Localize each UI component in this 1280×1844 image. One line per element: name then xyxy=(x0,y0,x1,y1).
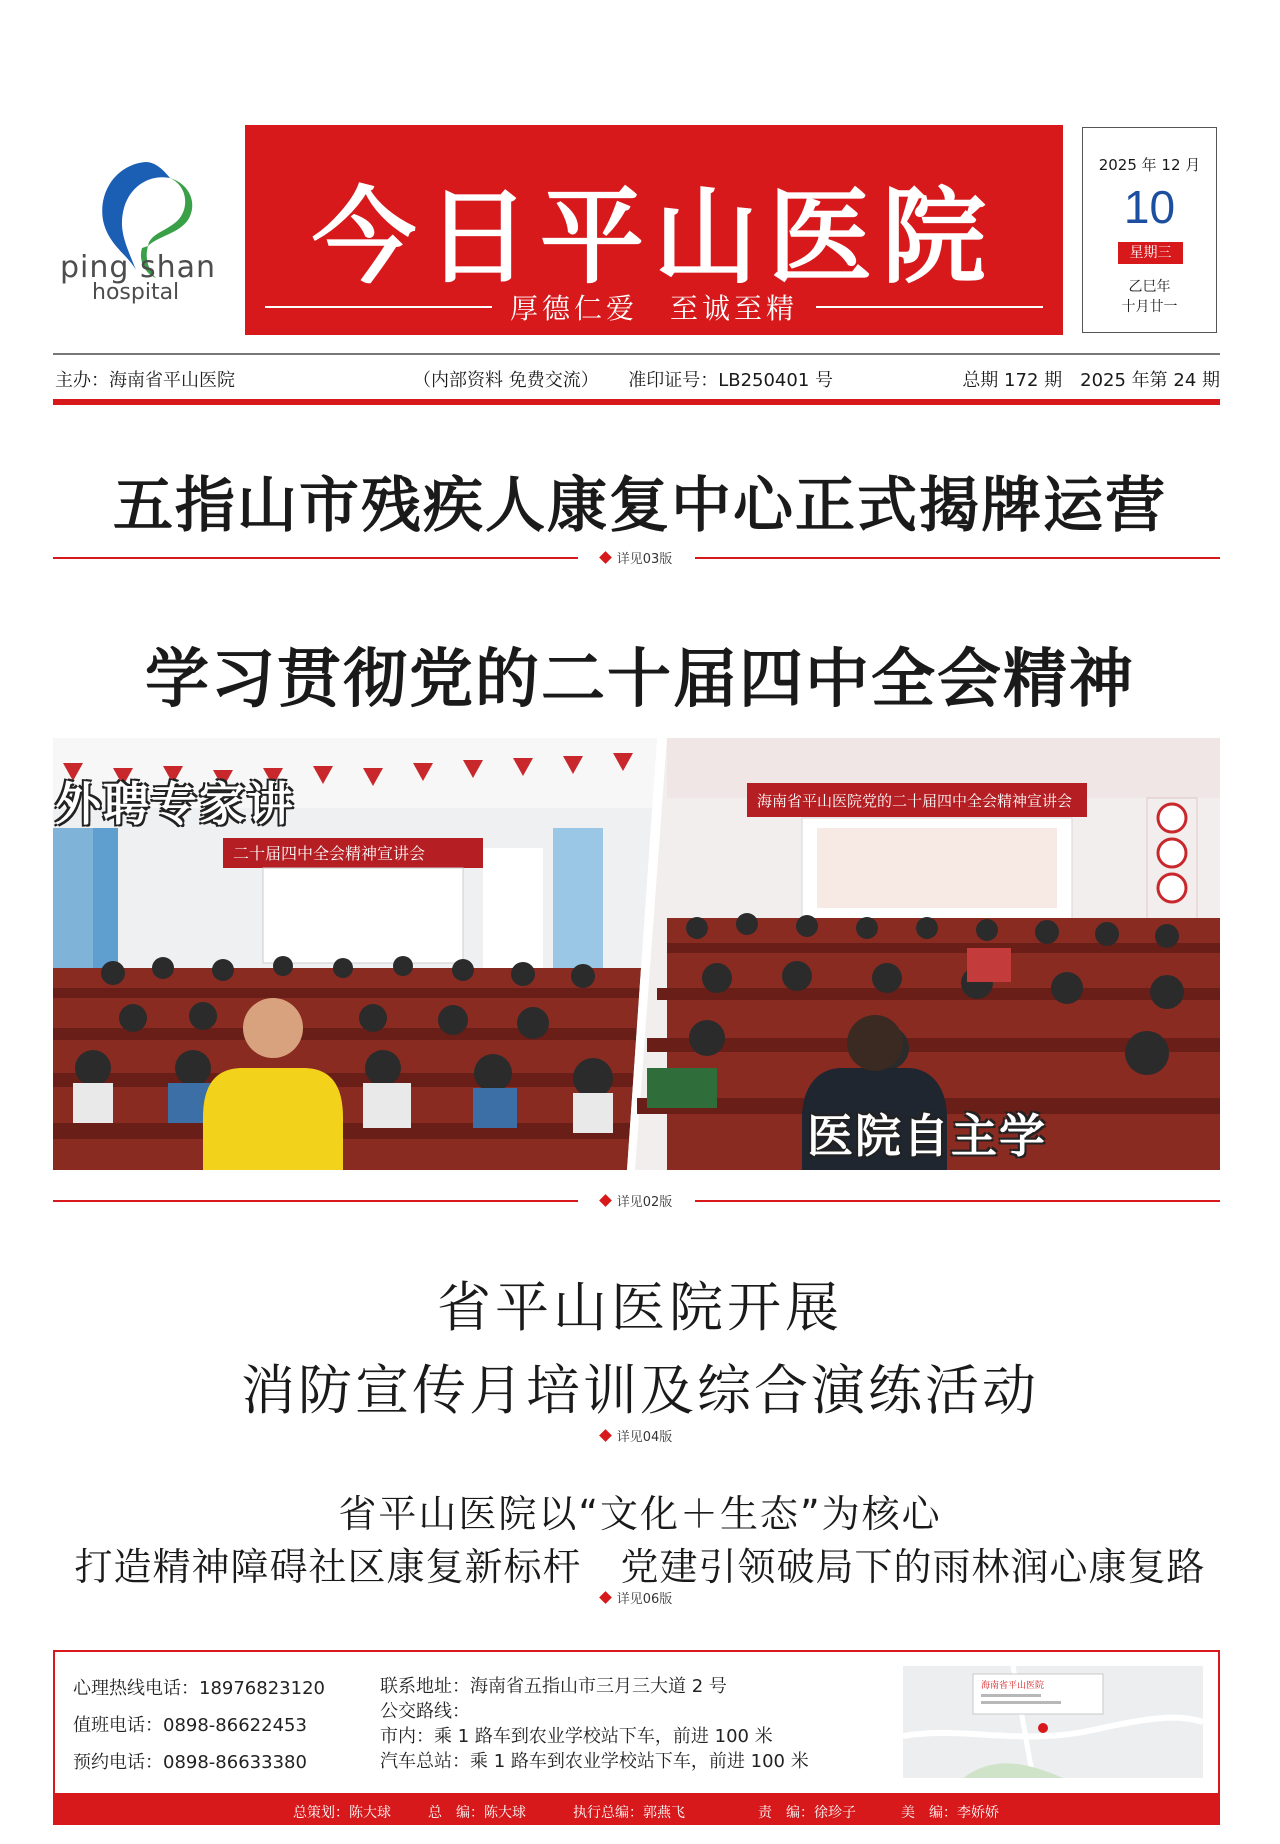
date-weekday-badge: 星期三 xyxy=(1118,242,1183,264)
internal-note: （内部资料 免费交流） xyxy=(413,370,599,391)
date-day: 10 xyxy=(1123,181,1176,233)
psych-hotline: 心理热线电话：18976823120 xyxy=(73,1678,325,1699)
masthead-red-rule xyxy=(53,399,1220,405)
diamond-icon xyxy=(599,1429,612,1442)
publication-info-row xyxy=(55,366,1220,392)
date-year-month: 2025 年 12 月 xyxy=(1098,156,1201,174)
map-image xyxy=(903,1666,1203,1778)
issue-number: 总期 172 期 2025 年第 24 期 xyxy=(962,370,1220,391)
diamond-icon xyxy=(599,1591,612,1604)
headline-story-4-line2[interactable]: 打造精神障碍社区康复新标杆 党建引领破局下的雨林润心康复路 xyxy=(74,1545,1206,1589)
see-ref xyxy=(53,1426,1220,1445)
photo-hospital-self-study[interactable] xyxy=(627,738,1220,1170)
slogan-row xyxy=(265,289,1043,325)
date-box xyxy=(1082,127,1217,333)
permit-number: 准印证号：LB250401 号 xyxy=(628,370,834,391)
slogan: 厚德仁爱 至诚至精 xyxy=(510,292,799,325)
date-lunar-year: 乙巳年 xyxy=(1128,279,1171,295)
headline-story-4-line1[interactable]: 省平山医院以“文化＋生态”为核心 xyxy=(338,1492,942,1536)
internal-permit xyxy=(413,366,833,392)
credit-planner: 总策划：陈大球 xyxy=(293,1805,391,1821)
contact-address: 联系地址：海南省五指山市三月三大道 2 号 xyxy=(380,1676,727,1697)
editorial-credits-bar xyxy=(53,1795,1220,1825)
bus-route-station: 汽车总站：乘 1 路车到农业学校站下车，前进 100 米 xyxy=(380,1751,809,1772)
see-ref-text: 详见04版 xyxy=(616,1430,673,1445)
appointment-phone: 预约电话：0898-86633380 xyxy=(73,1752,307,1773)
headline-story-3-line1[interactable]: 省平山医院开展 xyxy=(437,1276,843,1339)
bus-route-title: 公交路线： xyxy=(380,1701,470,1722)
photo-caption-expert: 外聘专家讲 xyxy=(55,777,295,831)
duty-phone: 值班电话：0898-86622453 xyxy=(73,1715,307,1736)
right-stage-banner-text: 海南省平山医院党的二十届四中全会精神宣讲会 xyxy=(757,792,1073,810)
slogan-rule-left xyxy=(265,306,492,308)
see-page-ref-2[interactable] xyxy=(53,1191,1220,1211)
see-page-ref-1[interactable] xyxy=(53,548,1220,568)
newspaper-title: 今日平山医院 xyxy=(311,176,996,298)
see-ref-text: 详见06版 xyxy=(616,1592,673,1607)
see-ref-text: 详见02版 xyxy=(616,1195,673,1210)
see-page-ref-4[interactable] xyxy=(53,1588,1220,1608)
masthead-divider xyxy=(53,353,1220,355)
contact-footer xyxy=(53,1650,1220,1795)
see-ref xyxy=(53,548,1220,567)
see-ref-text: 详见03版 xyxy=(616,552,673,567)
credit-executive-editor: 执行总编：郭燕飞 xyxy=(573,1805,685,1821)
credit-editor: 责 编：徐珍子 xyxy=(758,1805,856,1821)
left-stage-banner-text: 二十届四中全会精神宣讲会 xyxy=(233,844,426,863)
see-ref xyxy=(53,1588,1220,1607)
diamond-icon xyxy=(599,551,612,564)
bus-route-city: 市内：乘 1 路车到农业学校站下车，前进 100 米 xyxy=(380,1726,773,1747)
map-popup-title: 海南省平山医院 xyxy=(981,1681,1045,1691)
date-lunar-day: 十月廿一 xyxy=(1121,299,1178,315)
headline-story-3-line2[interactable]: 消防宣传月培训及综合演练活动 xyxy=(241,1359,1039,1422)
photo-lecture-expert[interactable] xyxy=(53,738,671,1170)
logo-text-pingshan: ping shan xyxy=(60,250,217,285)
headline-story-2[interactable]: 学习贯彻党的二十届四中全会精神 xyxy=(145,643,1135,717)
diamond-icon xyxy=(599,1194,612,1207)
slogan-rule-right xyxy=(816,306,1043,308)
map-pin-icon xyxy=(1038,1723,1048,1733)
credit-chief-editor: 总 编：陈大球 xyxy=(428,1805,526,1821)
headline-story-1[interactable]: 五指山市残疾人康复中心正式揭牌运营 xyxy=(113,471,1167,541)
location-map[interactable] xyxy=(903,1666,1203,1778)
logo-text-hospital: hospital xyxy=(92,280,180,305)
credit-art-editor: 美 编：李娇娇 xyxy=(901,1805,999,1821)
masthead-banner xyxy=(245,125,1063,335)
see-ref xyxy=(53,1191,1220,1210)
see-page-ref-3[interactable] xyxy=(53,1426,1220,1446)
photo-caption-self-study: 医院自主学 xyxy=(807,1109,1047,1163)
publisher-host: 主办：海南省平山医院 xyxy=(55,370,235,391)
